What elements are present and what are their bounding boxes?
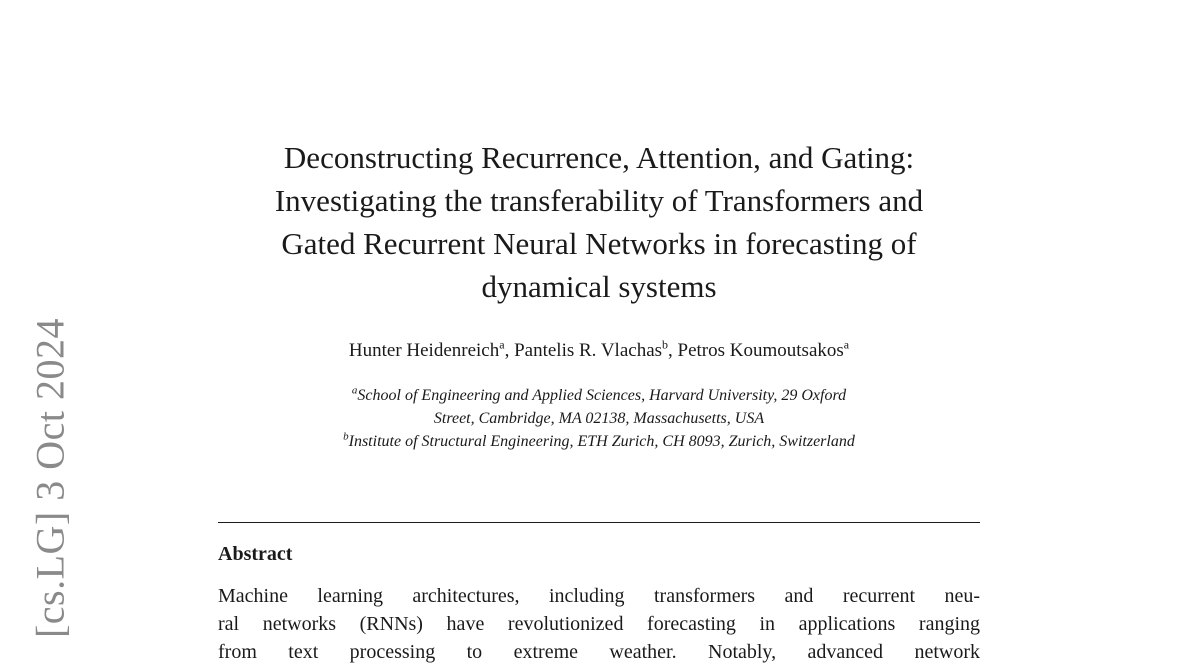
abstract-body <box>218 582 980 666</box>
author-name: Hunter Heidenreich <box>348 340 500 361</box>
arxiv-identifier-stamp: [cs.LG] 3 Oct 2024 <box>27 317 73 639</box>
author-name: Petros Koumoutsakos <box>677 340 844 361</box>
author-separator: , <box>668 340 678 361</box>
title-line: Investigating the transferability of Transformers and <box>274 183 924 218</box>
abstract-line: Machine learning architectures, including transformers and recurrent neu- <box>218 585 980 607</box>
author-affiliation-mark: a <box>499 337 505 352</box>
affiliation-list <box>218 384 980 453</box>
abstract-line: from text processing to extreme weather. Notably, advanced network <box>218 641 980 663</box>
author-separator: , <box>504 340 515 361</box>
affiliation-mark: b <box>343 430 349 443</box>
affiliation-line <box>218 430 980 453</box>
abstract-heading: Abstract <box>218 543 293 565</box>
affiliation-line <box>218 384 980 407</box>
title-line: dynamical systems <box>481 269 717 304</box>
title-line: Gated Recurrent Neural Networks in forecasting of <box>281 226 917 261</box>
affiliation-mark: a <box>351 384 358 397</box>
author-name: Pantelis R. Vlachas <box>514 340 663 361</box>
author-affiliation-mark: a <box>843 337 850 352</box>
author-affiliation-mark: b <box>662 337 669 352</box>
affiliation-text: School of Engineering and Applied Sciences, Harvard University, 29 Oxford <box>357 387 847 404</box>
affiliation-text: Institute of Structural Engineering, ETH Zurich, CH 8093, Zurich, Switzerland <box>348 433 855 450</box>
affiliation-line: Street, Cambridge, MA 02138, Massachusetts, USA <box>433 410 765 427</box>
abstract-line: ral networks (RNNs) have revolutionized forecasting in applications ranging <box>218 613 980 635</box>
paper-title <box>218 136 980 308</box>
section-divider <box>218 522 980 523</box>
author-list <box>218 338 980 364</box>
title-line: Deconstructing Recurrence, Attention, and Gating: <box>283 140 915 175</box>
